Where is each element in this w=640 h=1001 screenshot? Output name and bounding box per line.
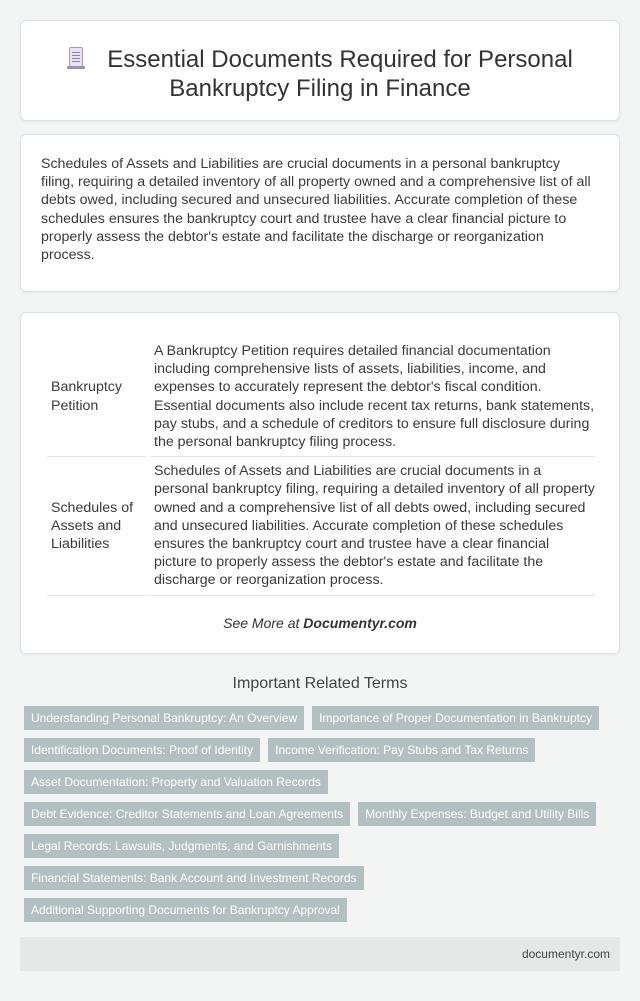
related-term-tag[interactable]: Income Verification: Pay Stubs and Tax Returns	[268, 738, 535, 762]
documents-table	[43, 337, 599, 596]
related-term-tag[interactable]: Debt Evidence: Creditor Statements and Loan Agreements	[24, 802, 350, 826]
related-term-tag[interactable]: Additional Supporting Documents for Bankruptcy Approval	[24, 898, 347, 922]
related-term-tag[interactable]: Financial Statements: Bank Account and Investment Records	[24, 866, 364, 890]
related-term-tag[interactable]: Monthly Expenses: Budget and Utility Bills	[358, 802, 596, 826]
page-title: Essential Documents Required for Personal Bankruptcy Filing in Finance	[107, 46, 573, 102]
related-terms-heading: Important Related Terms	[232, 675, 408, 692]
row-description: A Bankruptcy Petition requires detailed financial documentation including comprehensive lists of assets, liabilities, income, and expenses to accurately represent the debtor's fiscal condition. Essential documents also include recent tax returns, bank statements, pay stubs, and a schedule of creditors to ensure full disclosure during the personal bankruptcy filing process.	[151, 337, 595, 457]
summary-card	[20, 134, 620, 292]
summary-text: Schedules of Assets and Liabilities are crucial documents in a personal bankruptcy filing, requiring a detailed inventory of all property owned and a comprehensive list of all debts owed, including secured and unsecured liabilities. Accurate completion of these schedules ensures the bankruptcy court and trustee have a clear financial picture to properly assess the debtor's estate and facilitate the discharge or reorganization process.	[41, 156, 591, 264]
related-terms-list	[24, 706, 616, 930]
row-term: Schedules of Assets and Liabilities	[47, 457, 147, 595]
related-term-tag[interactable]: Understanding Personal Bankruptcy: An Overview	[24, 706, 304, 730]
footer-bar	[20, 937, 620, 971]
document-icon	[67, 47, 85, 69]
row-description: Schedules of Assets and Liabilities are crucial documents in a personal bankruptcy filing, requiring a detailed inventory of all property owned and a comprehensive list of all debts owed, including secured and unsecured liabilities. Accurate completion of these schedules ensures the bankruptcy court and trustee have a clear financial picture to properly assess the debtor's estate and facilitate the discharge or reorganization process.	[151, 457, 595, 595]
see-more-prefix: See More at	[223, 615, 304, 631]
see-more-link[interactable]	[21, 615, 619, 631]
related-term-tag[interactable]: Asset Documentation: Property and Valuation Records	[24, 770, 328, 794]
see-more-site[interactable]: Documentyr.com	[303, 615, 417, 631]
header-card	[20, 20, 620, 121]
related-term-tag[interactable]: Legal Records: Lawsuits, Judgments, and Garnishments	[24, 834, 339, 858]
table-row	[47, 337, 595, 457]
related-term-tag[interactable]: Identification Documents: Proof of Identity	[24, 738, 260, 762]
footer-site-link[interactable]: documentyr.com	[521, 947, 610, 961]
page-title-block	[21, 45, 619, 103]
table-row	[47, 457, 595, 595]
related-term-tag[interactable]: Importance of Proper Documentation in Bankruptcy	[312, 706, 599, 730]
row-term: Bankruptcy Petition	[47, 337, 147, 457]
documents-table-card	[20, 312, 620, 654]
